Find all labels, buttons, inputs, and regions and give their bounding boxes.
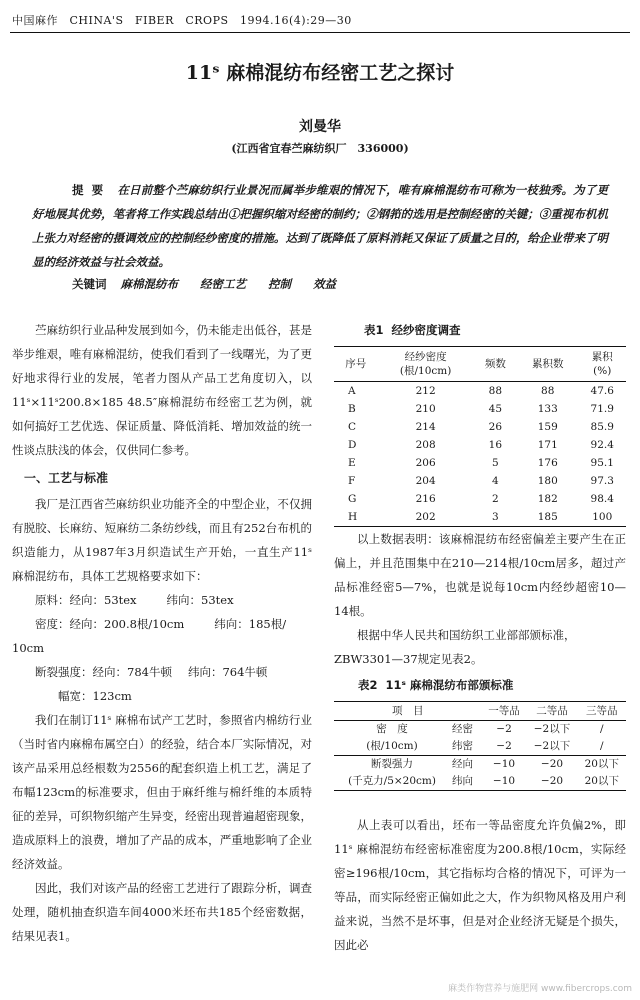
table-header: 累积数: [517, 347, 579, 382]
table1-number: 表1: [364, 323, 384, 337]
abstract: [32, 178, 608, 274]
spec-strength: [12, 660, 312, 684]
site-watermark: 麻类作物营养与施肥网 www.fibercrops.com: [448, 984, 632, 994]
table-row: A 212 88 88 47.6: [348, 385, 614, 397]
spec-warp: 经向：53tex: [69, 593, 137, 607]
intro-paragraph: 苎麻纺织行业品种发展到如今，仍未能走出低谷，甚是举步维艰，唯有麻棉混纺，使我们看到了一线曙光，为了更好地求得行业的发展，笔者力图从产品工艺角度切入，以11ˢ×11ˢ200.8×185 48.5″麻棉混纺布经密工艺为例，就如何搞好工艺优选、保证质量、降低消耗、增加效益的统一性谈点肤浅的体会，仅供同仁参考。: [12, 323, 312, 457]
keyword: 麻棉混纺布: [120, 277, 179, 291]
table-row: G 216 2 182 98.4: [348, 493, 614, 505]
table-row: (根/10cm) 纬密 −2 −2以下 /: [366, 740, 604, 752]
body-paragraph: 我们在制订11ˢ 麻棉布试产工艺时，参照省内棉纺行业（当时省内麻棉布属空白）的经验，结合本厂实际情况，对该产品采用总经根数为2556的配套织造上机工艺，满足了布幅123cm的标准要求，但由于麻纤维与棉纤维的本质特征的差异，可织物织缩产生异变，经密出现普遍超密现象，造成原料上的浪费，增加了产品的成本，严重地影响了企业经济效益。: [12, 713, 312, 871]
section-title: 一、工艺与标准: [24, 471, 109, 485]
article-title: 11ˢ 麻棉混纺布经密工艺之探讨: [185, 62, 455, 84]
body-paragraph: 从上表可以看出，坯布一等品密度允许负偏2%，即11ˢ 麻棉混纺布经密标准密度为200.8根/10cm，实际经密≥196根/10cm，其它指标均合格的情况下，可评为一等品，而实际经密正偏如此之大，作为织物风格及用户利益来说，当然不是坏事，但是对企业经济无疑是个损失，因此必: [334, 818, 626, 952]
ministry-standard-table: [334, 701, 626, 791]
spec-material: [12, 588, 312, 612]
spec-label: 密度：: [35, 617, 70, 631]
table-header: 频数: [474, 347, 517, 382]
right-column: [334, 318, 626, 957]
author-affiliation: (江西省宜春苎麻纺织厂 336000): [231, 142, 409, 155]
author-name: 刘曼华: [299, 119, 341, 135]
spec-warp: 经向：200.8根/10cm: [69, 617, 185, 631]
body-paragraph: 我厂是江西省苎麻纺织业功能齐全的中型企业，不仅拥有脱胶、长麻纺、短麻纺二条纺纱线，而且有252台布机的织造能力，从1987年3月织造试生产开始，一直生产11ˢ 麻棉混纺布，具体工艺规格要求如下：: [12, 497, 312, 583]
table-header: 三等品: [578, 702, 626, 721]
spec-weft: 纬向：53tex: [166, 593, 234, 607]
spec-weft: 纬向：185根/: [214, 617, 287, 631]
spec-density-cont: 10cm: [12, 641, 44, 655]
spec-label: 原料：: [35, 593, 70, 607]
table2-title: 11ˢ 麻棉混纺布部颁标准: [385, 678, 514, 692]
spec-density: [12, 612, 312, 636]
table1-title: 经纱密度调查: [391, 323, 461, 337]
table-row: (千克力/5×20cm) 纬向 −10 −20 20以下: [334, 773, 626, 791]
keyword: 经密工艺: [200, 277, 247, 291]
spec-width: 幅宽：123cm: [58, 689, 132, 703]
table-row: D 208 16 171 92.4: [348, 439, 614, 451]
table-header: 一等品: [482, 702, 527, 721]
spec-warp: 经向：784牛顿: [92, 665, 172, 679]
table-header: 经纱密度 (根/10cm): [378, 347, 474, 382]
table-header: 累积 (%): [579, 347, 627, 382]
body-paragraph: 以上数据表明：该麻棉混纺布经密偏差主要产生在正偏上，并且范围集中在210—214根/10cm居多，超过产品标准经密5—7%，也就是说每10cm内经纱超密10—14根。: [334, 532, 626, 618]
table-row: E 206 5 176 95.1: [348, 457, 614, 469]
table-row: F 204 4 180 97.3: [348, 475, 614, 487]
abstract-text: 在日前整个苎麻纺织行业景况而属举步维艰的情况下，唯有麻棉混纺布可称为一枝独秀。为了更好地展其优势，笔者将工作实践总结出①把握织缩对经密的制约；②钢筘的选用是控制经密的关键；③重视布机机上张力对经密的摄调效应的控制经纱密度的措施。达到了既降低了原料消耗又保证了质量之目的，给企业带来了明显的经济效益与社会效益。: [32, 183, 608, 269]
keywords: [72, 276, 608, 292]
keywords-label: 关键词: [72, 277, 107, 291]
table-row: C 214 26 159 85.9: [348, 421, 614, 433]
table-header: 序号: [334, 347, 378, 382]
keyword: 效益: [313, 277, 337, 291]
table2-number: 表2: [358, 678, 378, 692]
keyword: 控制: [268, 277, 292, 291]
journal-header: 中国麻作 CHINA'S FIBER CROPS 1994.16(4):29—30: [12, 14, 352, 27]
table-header: 二等品: [526, 702, 577, 721]
table-row: H 202 3 185 100: [334, 508, 626, 527]
body-paragraph: 因此，我们对该产品的经密工艺进行了跟踪分析，调查处理，随机抽查织造车间4000米坯布共185个经密数据，结果见表1。: [12, 881, 312, 943]
header-rule: [10, 32, 630, 33]
table-row: B 210 45 133 71.9: [348, 403, 614, 415]
table-row: 密 度 经密 −2 −2以下 /: [376, 723, 604, 735]
spec-weft: 纬向：764牛顿: [187, 665, 268, 679]
table-row: 断裂强力 经向 −10 −20 20以下: [334, 756, 626, 774]
spec-label: 断裂强度：: [35, 665, 93, 679]
warp-density-table: [334, 346, 626, 527]
left-column: [12, 318, 312, 948]
table2-caption: [358, 673, 626, 697]
body-paragraph: 根据中华人民共和国纺织工业部部颁标准，ZBW3301—37规定见表2。: [334, 628, 576, 666]
table-header: 项 目: [334, 702, 482, 721]
abstract-label: 提要: [72, 183, 112, 197]
table1-caption: [364, 318, 626, 342]
